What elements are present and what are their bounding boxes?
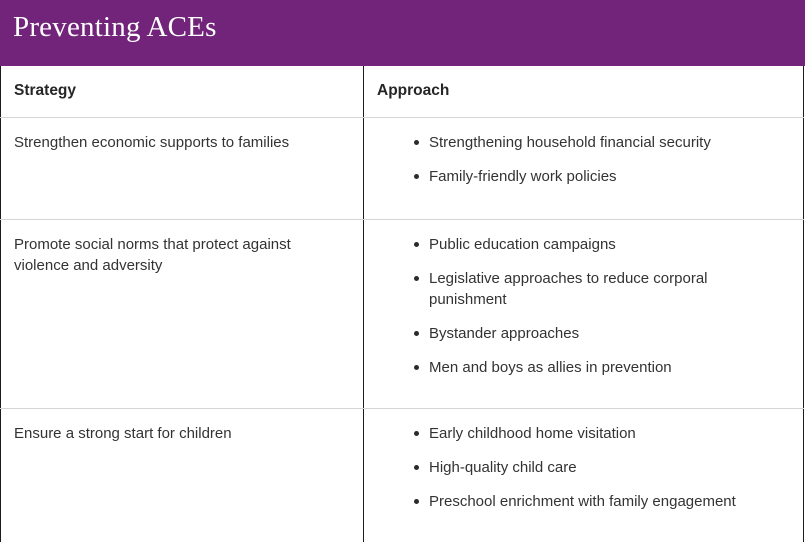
column-header-strategy: Strategy (1, 66, 364, 117)
list-item-label: Legislative approaches to reduce corporal punishment (429, 269, 708, 308)
approach-list (377, 234, 789, 378)
list-item (429, 132, 779, 153)
list-item (429, 357, 779, 378)
list-item-label: Men and boys as allies in prevention (429, 358, 672, 376)
list-item (429, 166, 779, 187)
table-header-row (1, 66, 804, 117)
table-row (1, 219, 804, 408)
page-title: Preventing ACEs (13, 11, 217, 43)
list-item (429, 423, 779, 444)
strategy-cell: Ensure a strong start for children (1, 408, 364, 542)
list-item (429, 323, 779, 344)
bullet-icon (414, 465, 419, 470)
list-item (429, 457, 779, 478)
list-item-label: Family-friendly work policies (429, 167, 617, 185)
bullet-icon (414, 365, 419, 370)
bullet-icon (414, 276, 419, 281)
column-header-approach: Approach (364, 66, 804, 117)
list-item-label: High-quality child care (429, 458, 577, 476)
preventing-aces-table (0, 66, 804, 542)
approach-cell (364, 219, 804, 408)
bullet-icon (414, 174, 419, 179)
table-row (1, 117, 804, 219)
bullet-icon (414, 499, 419, 504)
title-banner (0, 0, 805, 66)
strategy-cell: Strengthen economic supports to families (1, 117, 364, 219)
table-row (1, 408, 804, 542)
bullet-icon (414, 140, 419, 145)
table-body (1, 117, 804, 542)
list-item-label: Bystander approaches (429, 324, 580, 342)
bullet-icon (414, 331, 419, 336)
approach-cell (364, 408, 804, 542)
table-header (1, 66, 804, 117)
bullet-icon (414, 431, 419, 436)
approach-list (377, 132, 789, 187)
list-item-label: Early childhood home visitation (429, 424, 636, 442)
list-item-label: Strengthening household financial security (429, 133, 711, 151)
table-container (0, 66, 805, 542)
list-item (429, 491, 779, 512)
strategy-cell: Promote social norms that protect against violence and adversity (1, 219, 364, 408)
list-item (429, 268, 779, 310)
list-item-label: Public education campaigns (429, 235, 616, 253)
bullet-icon (414, 242, 419, 247)
list-item-label: Preschool enrichment with family engagement (429, 492, 736, 510)
list-item (429, 234, 779, 255)
approach-list (377, 423, 789, 512)
approach-cell (364, 117, 804, 219)
